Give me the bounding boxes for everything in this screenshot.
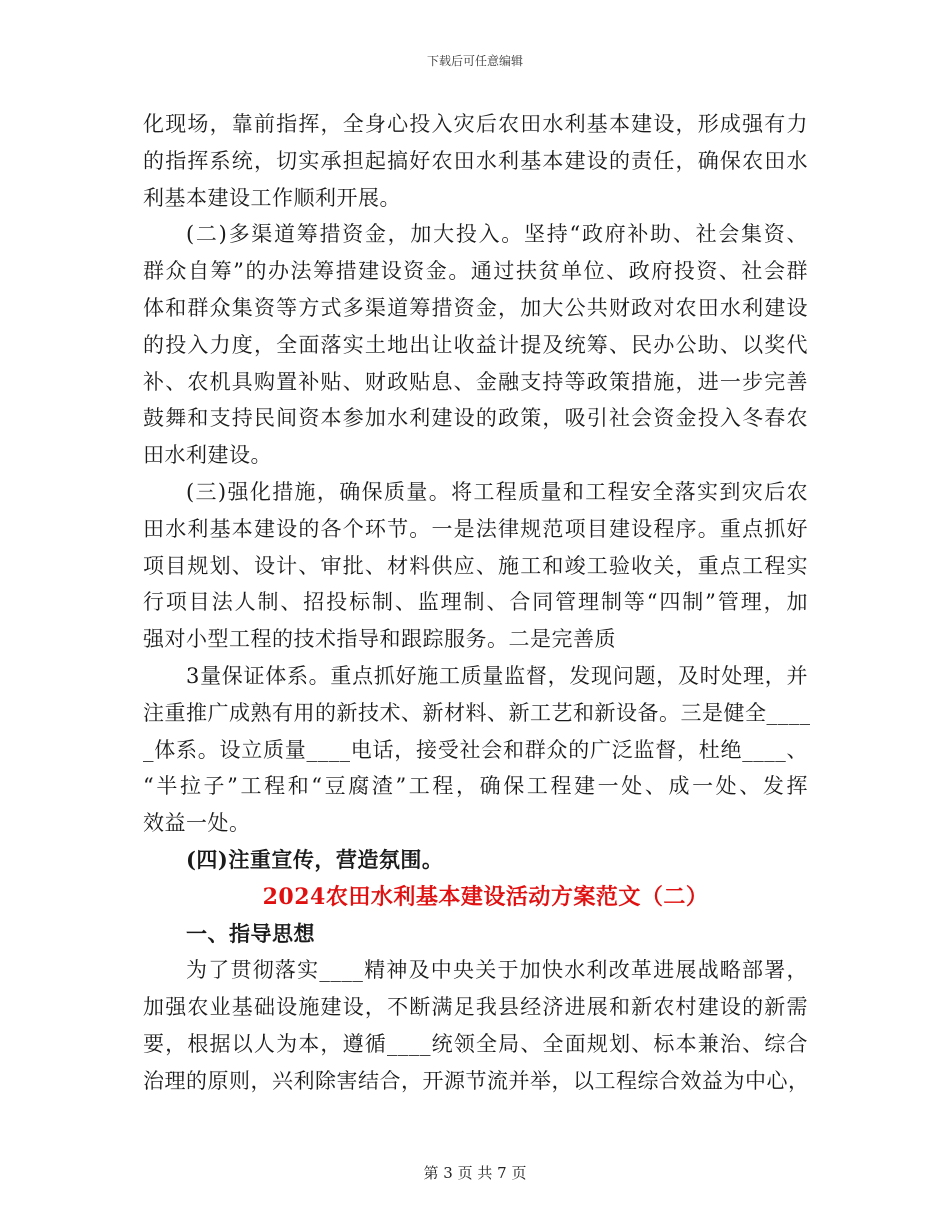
paragraph-line: 的指挥系统，切实承担起搞好农田水利基本建设的责任，确保农田水	[143, 148, 808, 173]
paragraph-line: 为了贯彻落实____精神及中央关于加快水利改革进展战略部署，	[186, 958, 808, 983]
paragraph-line: 群众自筹”的办法筹措建设资金。通过扶贫单位、政府投资、社会群	[143, 259, 808, 284]
paragraph-line: 加强农业基础设施建设，不断满足我县经济进展和新农村建设的新需	[143, 995, 808, 1020]
page-number: 第 3 页 共 7 页	[423, 1164, 527, 1182]
document-body	[143, 106, 811, 1100]
paragraph-line: (二)多渠道筹措资金，加大投入。坚持“政府补助、社会集资、	[186, 222, 808, 247]
paragraph-line: (三)强化措施，确保质量。将工程质量和工程安全落实到灾后农	[186, 479, 808, 504]
paragraph-line: 注重推广成熟有用的新技术、新材料、新工艺和新设备。三是健全____	[143, 700, 811, 725]
paragraph-line: 利基本建设工作顺利开展。	[143, 185, 401, 210]
paragraph-line: 鼓舞和支持民间资本参加水利建设的政策，吸引社会资金投入冬春农	[143, 406, 808, 431]
paragraph-line: 效益一处。	[143, 811, 251, 836]
paragraph-line: 治理的原则，兴利除害结合，开源节流并举，以工程综合效益为中心，	[143, 1068, 810, 1093]
paragraph-line: “半拉子”工程和“豆腐渣”工程，确保工程建一处、成一处、发挥	[143, 774, 808, 799]
paragraph-line: 田水利建设。	[143, 443, 272, 468]
paragraph-line: 强对小型工程的技术指导和跟踪服务。二是完善质	[143, 627, 616, 652]
paragraph-line: 补、农机具购置补贴、财政贴息、金融支持等政策措施，进一步完善	[143, 369, 808, 394]
paragraph-line: _体系。设立质量____电话，接受社会和群众的广泛监督，杜绝____、	[143, 737, 808, 762]
paragraph-line: 项目规划、设计、审批、材料供应、施工和竣工验收关，重点工程实	[143, 553, 808, 578]
document-title: 2024农田水利基本建设活动方案范文（二）	[262, 883, 709, 910]
paragraph-line: 的投入力度，全面落实土地出让收益计提及统筹、民办公助、以奖代	[143, 332, 808, 357]
page-header: 下载后可任意编辑	[426, 54, 523, 68]
section-heading: (四)注重宣传，营造氛围。	[186, 846, 444, 872]
paragraph-line: 3量保证体系。重点抓好施工质量监督，发现问题，及时处理，并	[186, 663, 808, 688]
paragraph-line: 体和群众集资等方式多渠道筹措资金，加大公共财政对农田水利建设	[143, 295, 808, 320]
paragraph-line: 行项目法人制、招投标制、监理制、合同管理制等“四制”管理，加	[143, 590, 808, 615]
paragraph-line: 化现场，靠前指挥，全身心投入灾后农田水利基本建设，形成强有力	[143, 112, 808, 136]
paragraph-line: 田水利基本建设的各个环节。一是法律规范项目建设程序。重点抓好	[143, 516, 808, 541]
section-heading: 一、指导思想	[186, 920, 315, 946]
paragraph-line: 要，根据以人为本，遵循____统领全局、全面规划、标本兼治、综合	[143, 1031, 808, 1056]
